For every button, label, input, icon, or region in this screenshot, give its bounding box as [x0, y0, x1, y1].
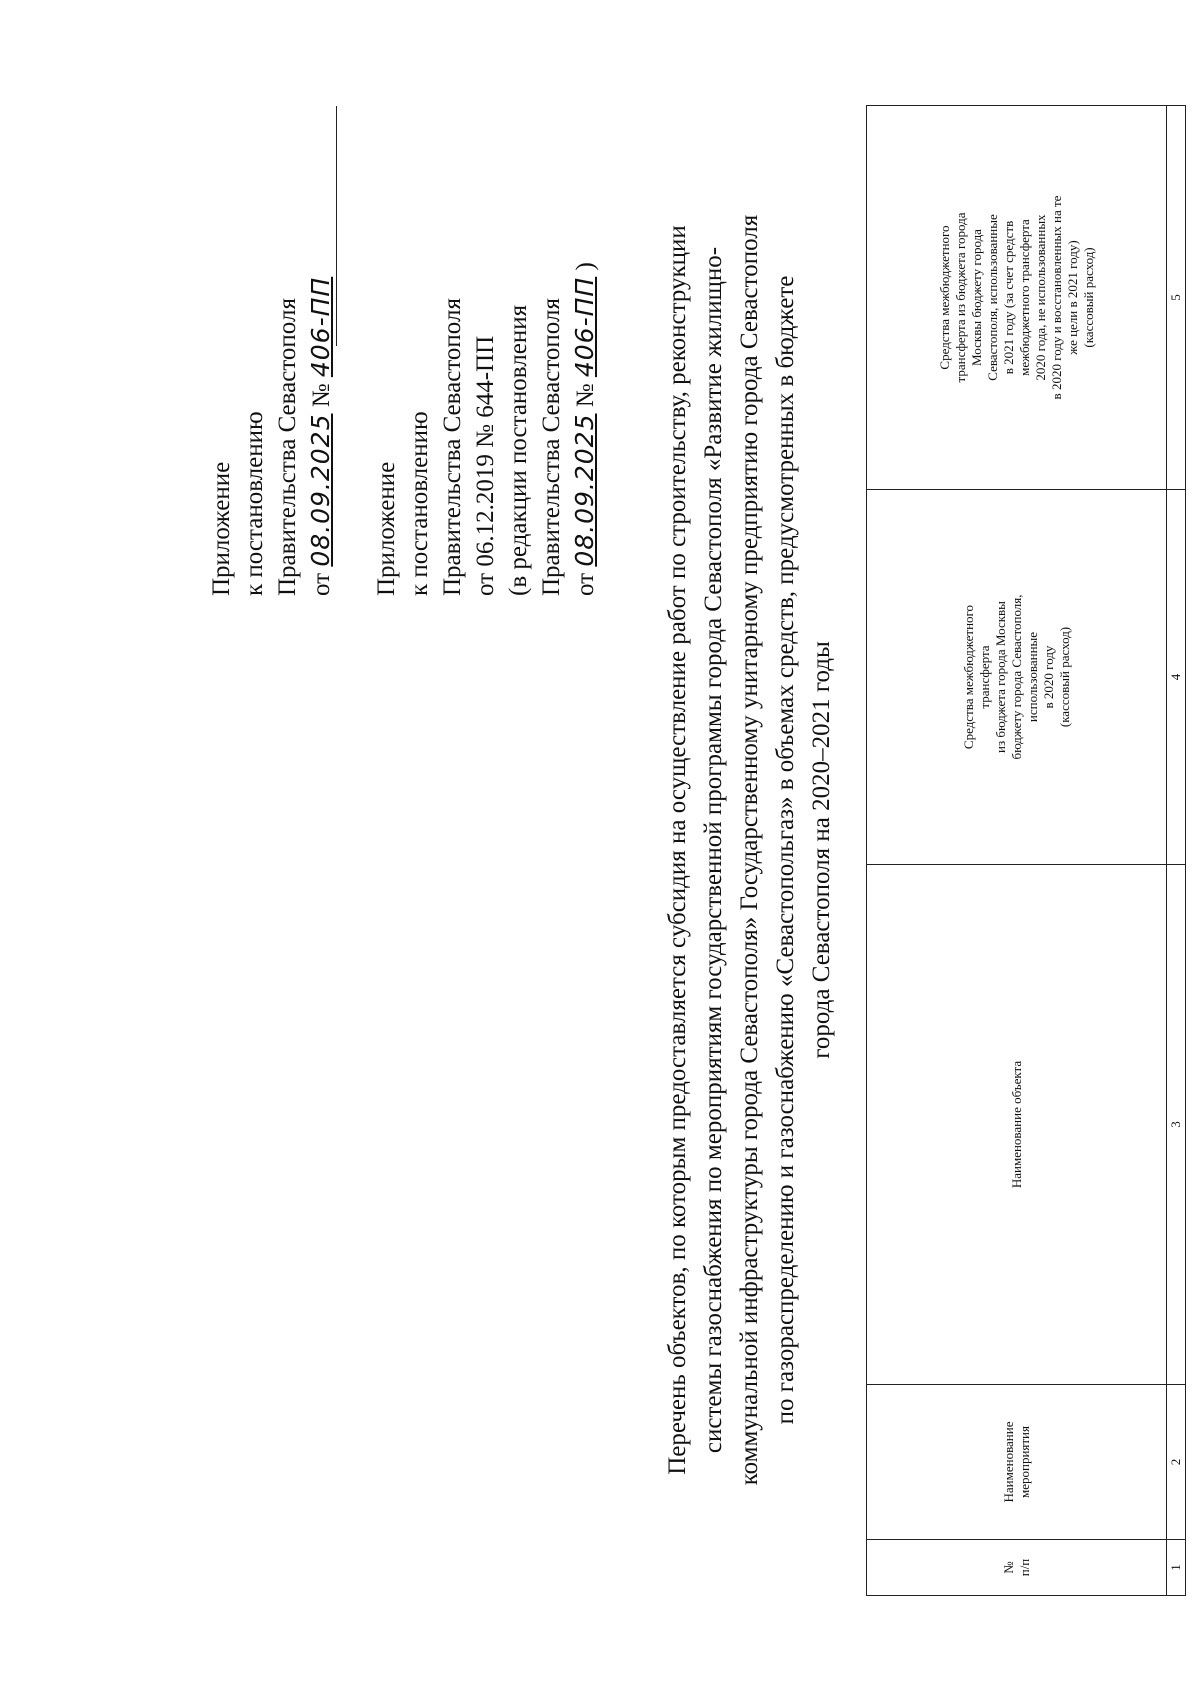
header-text-line: (кассовый расход): [1080, 247, 1096, 348]
header-text-line: из бюджета города Москвы: [992, 601, 1008, 753]
appendix-header-original: [370, 262, 602, 596]
title-line: Перечень объектов, по которым предоставляется субсидия на осуществление работ по строительству, реконструкции: [664, 225, 691, 1475]
resolution-label: к постановлению: [406, 411, 433, 596]
column-number-4: 4: [1167, 490, 1186, 865]
header-text-line: в 2020 году и восстановленных на те: [1048, 195, 1064, 400]
header-text-line: использованные: [1024, 631, 1040, 723]
header-text-line: Наименование объекта: [1008, 1060, 1024, 1189]
title-line: системы газоснабжения по мероприятиям государственной программы города Севастополя «Развитие жилищно-: [700, 246, 727, 1454]
column-number-5: 5: [1167, 106, 1186, 490]
handwritten-number: 406-ПП: [306, 276, 335, 378]
column-header-4: [867, 490, 1167, 865]
title-line: города Севастополя на 2020–2021 годы: [808, 641, 835, 1059]
original-resolution-line: от 06.12.2019 № 644-ПП: [472, 335, 499, 596]
column-number-2: 2: [1167, 1385, 1186, 1540]
header-text-line: п/п: [1016, 1558, 1032, 1577]
column-header-5: [867, 106, 1167, 490]
header-text-line: бюджету города Севастополя,: [1008, 594, 1024, 760]
column-number-3: 3: [1167, 865, 1186, 1385]
government-label: Правительства Севастополя: [439, 298, 466, 596]
appendix-label: Приложение: [373, 461, 400, 596]
header-text-line: трансферта из бюджета города: [952, 212, 968, 383]
column-header-1: [867, 1540, 1167, 1596]
header-text-line: Москвы бюджету города: [968, 229, 984, 366]
header-text-line: Наименование: [1000, 1421, 1016, 1503]
number-prefix: №: [572, 377, 599, 414]
header-text-line: межбюджетного трансферта: [1016, 219, 1032, 376]
column-number-1: 1: [1167, 1540, 1186, 1596]
objects-table: [866, 105, 1186, 1596]
column-number-row: [1167, 106, 1186, 1596]
handwritten-date: 08.09.2025: [306, 413, 335, 567]
handwritten-date: 08.09.2025: [570, 413, 599, 567]
header-text-line: Севастополя, использованные: [984, 214, 1000, 381]
title-line: по газораспределению и газоснабжению «Севастопольгаз» в объемах средств, предусмотренных в бюджете: [772, 275, 799, 1425]
header-text-line: мероприятия: [1016, 1426, 1032, 1499]
document-title: [660, 100, 840, 1600]
resolution-label: к постановлению: [241, 411, 268, 596]
government-label: Правительства Севастополя: [538, 298, 565, 596]
date-number-line: [568, 262, 602, 596]
header-text-line: 2020 года, не использованных: [1032, 214, 1048, 381]
government-label: Правительства Севастополя: [274, 298, 301, 596]
header-text-line: же цели в 2021 году): [1064, 240, 1080, 355]
edition-label: (в редакции постановления: [505, 304, 532, 596]
title-line: коммунальной инфраструктуры города Севастополя» Государственному унитарному предприятию города Севастополя: [736, 214, 763, 1486]
header-text-line: (кассовый расход): [1056, 626, 1072, 728]
header-text-line: трансферта: [976, 645, 992, 709]
header-text-line: Средства межбюджетного: [936, 225, 952, 370]
header-text-line: №: [1000, 1561, 1016, 1574]
closing-paren: ): [572, 262, 599, 277]
header-text-line: в 2021 году (за счет средств: [1000, 220, 1016, 375]
handwritten-number: 406-ПП: [570, 276, 599, 378]
date-prefix: от: [572, 566, 599, 596]
column-header-2: [867, 1385, 1167, 1540]
header-text-line: Средства межбюджетного: [960, 604, 976, 750]
number-prefix: №: [308, 377, 335, 414]
appendix-header-current: [205, 277, 338, 596]
date-prefix: от: [308, 566, 335, 596]
date-number-line: [304, 277, 338, 596]
appendix-label: Приложение: [208, 461, 235, 596]
column-header-3: [867, 865, 1167, 1385]
header-text-line: в 2020 году: [1040, 645, 1056, 709]
table-header-row: [867, 106, 1167, 1596]
